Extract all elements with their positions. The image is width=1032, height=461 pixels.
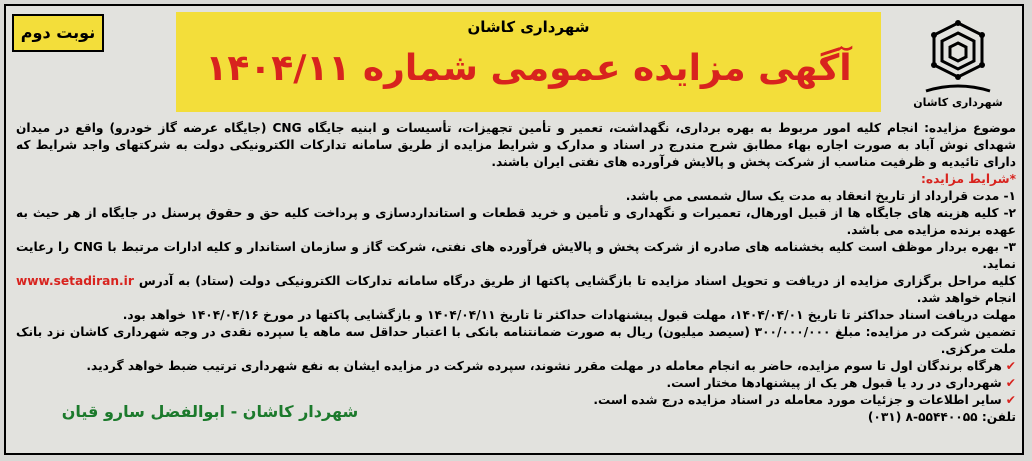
auction-title: آگهی مزایده عمومی شماره ۱۴۰۴/۱۱ xyxy=(205,48,852,89)
note-item xyxy=(16,375,1016,392)
note-text: شهرداری در رد یا قبول هر یک از پیشنهادها مختار است. xyxy=(666,376,1002,390)
deadlines-paragraph: مهلت دریافت اسناد حداکثر تا تاریخ ۱۴۰۴/۰۴/۰۱، مهلت قبول پیشنهادات حداکثر تا تاریخ ۱۴۰۴/۰۴/۱۱ و بازگشایی پاکتها در مورخ ۱۴۰۴/۰۴/۱۶ خواهد بود. xyxy=(122,308,1016,322)
check-icon: ✔ xyxy=(1005,393,1016,407)
check-icon: ✔ xyxy=(1005,359,1016,373)
stages-text: کلیه مراحل برگزاری مزایده از دریافت و تحویل اسناد مزایده تا بازگشایی پاکتها از طریق درگاه سامانه تدارکات الکترونیکی دولت (ستاد) به آدرس xyxy=(138,274,1016,288)
note-text: هرگاه برندگان اول تا سوم مزایده، حاضر به انجام معامله در مهلت مقرر نشوند، سپرده شرکت در مزایده ایشان به نفع شهرداری ترتیب ضبط خواهد گردید. xyxy=(86,359,1002,373)
subject-text: انجام کلیه امور مربوط به بهره برداری، نگهداشت، تعمیر و تأمین تجهیزات، تأسیسات و ابنیه جایگاه CNG (جایگاه عرضه گاز خودرو) واقع در میدان شهدای نوش آباد به صورت اجاره بهاء مطابق شرح مندرج در اسناد و مدارک و شرایط مزایده از طریق سامانه تدارکات الکترونیکی دولت به شرکتهای واجد شرایط که دارای تائیدیه و ظرفیت مناسب از شرکت پخش و پالایش فرآورده های نفتی ایران باشند. xyxy=(16,121,1016,169)
guarantee-text: مبلغ ۳۰۰/۰۰۰/۰۰۰ (سیصد میلیون) ریال به صورت ضمانتنامه بانکی با اعتبار حداقل سه ماهه یا سپرده نقدی در وجه شهرداری کاشان نزد بانک ملت مرکزی. xyxy=(16,325,1016,356)
note-text: سایر اطلاعات و جزئیات مورد معامله در اسناد مزایده درج شده است. xyxy=(593,393,1002,407)
setadiran-link[interactable]: www.setadiran.ir xyxy=(16,274,134,288)
condition-item: ۳- بهره بردار موظف است کلیه بخشنامه های صادره از شرکت پخش و پالایش فرآورده های نفتی، شرکت گاز و سازمان استاندار و کلیه ادارات مرتبط با CNG را رعایت نماید. xyxy=(16,240,1016,271)
stages-paragraph xyxy=(16,273,1016,307)
header-banner xyxy=(176,12,881,112)
notice-body xyxy=(16,120,1016,426)
insertion-badge: نوبت دوم xyxy=(12,14,104,52)
subject-label: موضوع مزایده: xyxy=(924,121,1016,135)
stages-end: انجام خواهد شد. xyxy=(916,291,1016,305)
logo-caption: شهرداری کاشان xyxy=(913,96,1003,109)
check-icon: ✔ xyxy=(1005,376,1016,390)
conditions-heading: *شرایط مزایده: xyxy=(921,172,1016,186)
guarantee-paragraph xyxy=(16,324,1016,358)
phone-number: ۵۵۴۴۰۰۵۵-۸ (۰۳۱) xyxy=(867,410,978,424)
subject-paragraph xyxy=(16,120,1016,171)
condition-item: ۱- مدت قرارداد از تاریخ انعقاد به مدت یک سال شمسی می باشد. xyxy=(625,189,1016,203)
guarantee-label: تضمین شرکت در مزایده: xyxy=(865,325,1016,339)
mayor-signature: شهردار کاشان - ابوالفضل سارو قیان xyxy=(61,402,359,421)
note-item xyxy=(16,358,1016,375)
phone-label: تلفن: xyxy=(981,410,1016,424)
condition-item: ۲- کلیه هزینه های جایگاه ها از قبیل اورهال، تعمیرات و نگهداری و تأمین و خرید قطعات و استانداردسازی و پرداخت کلیه حق و حقوق پرسنل در جایگاه از هر حیث به عهده برنده مزایده می باشد. xyxy=(16,206,1016,237)
organization-name: شهرداری کاشان xyxy=(467,18,590,36)
